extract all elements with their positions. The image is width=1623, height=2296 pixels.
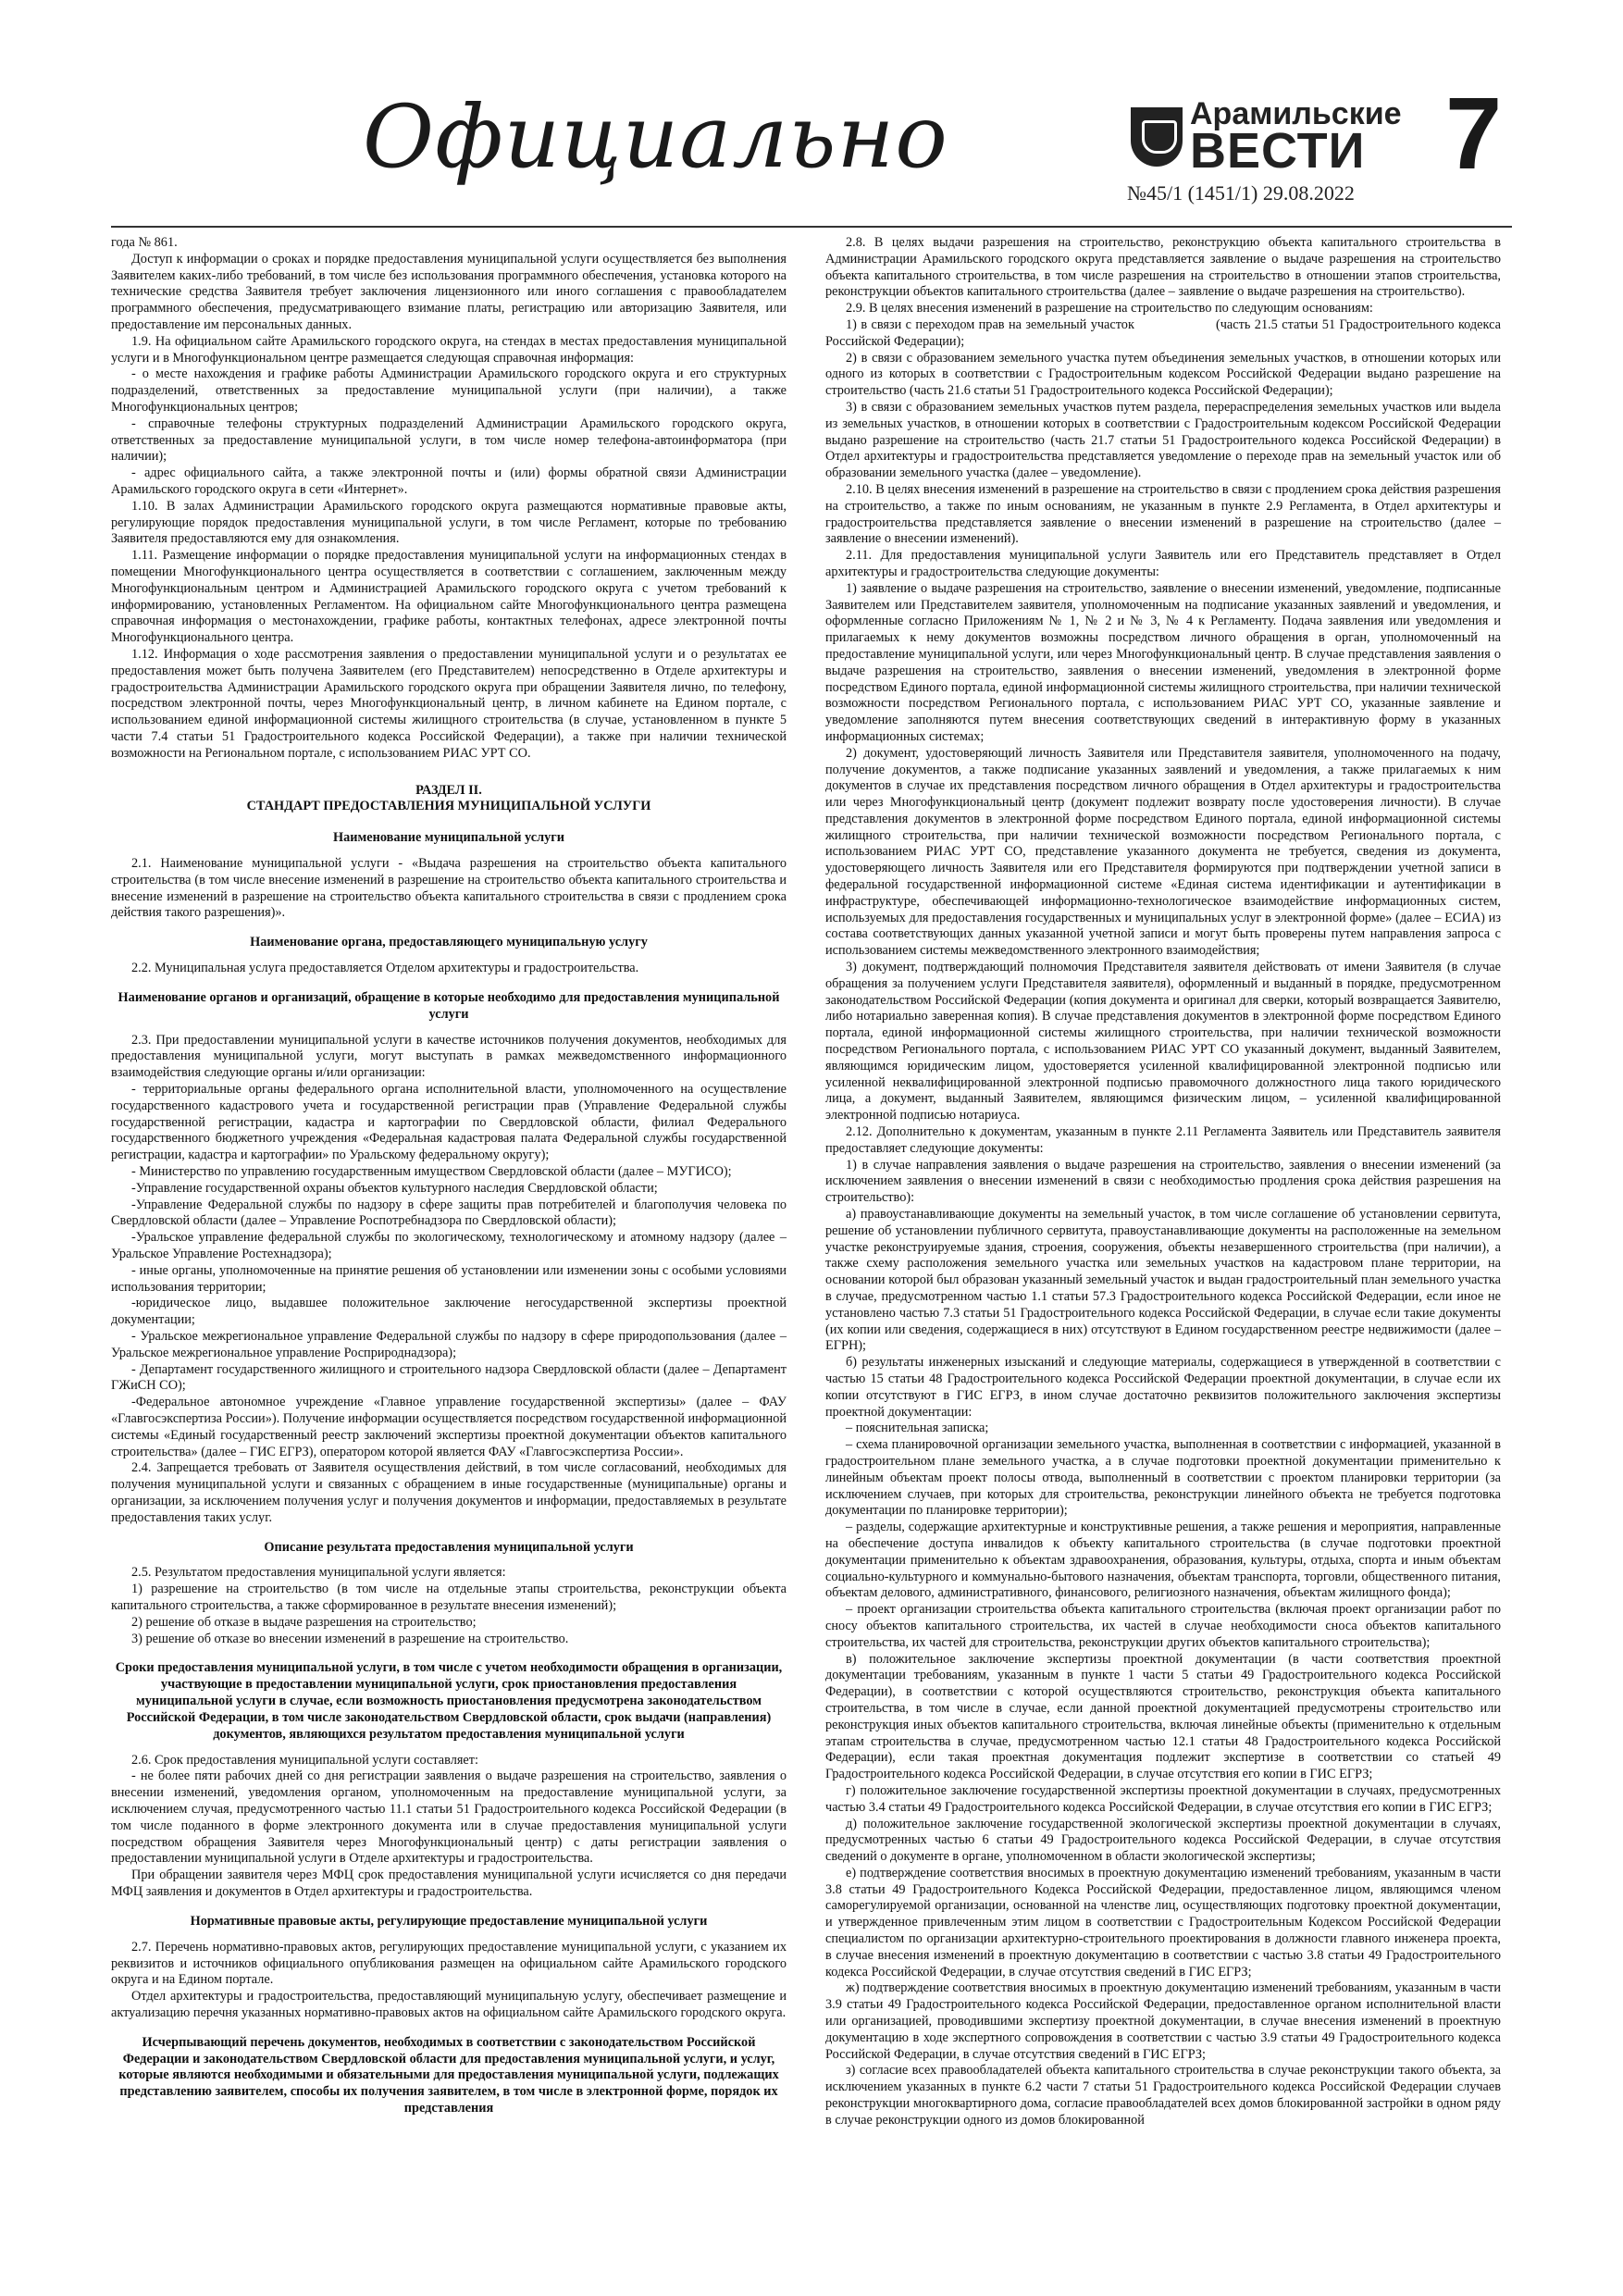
paragraph: 1) в случае направления заявления о выдаче разрешения на строительство, заявления о внесении изменений (за исключением заявления о внесении изменений в связи с необходимостью продления срока действия разрешения на строительство):: [825, 1157, 1501, 1206]
subheading: Сроки предоставления муниципальной услуги, в том числе с учетом необходимости обращения в организации, участвующие в предоставлении муниципальной услуги, срок приостановления предоставления муниципальной услуги в случае, если возможность приостановления предусмотрена законодательством Российской Федерации, в том числе законодательством Свердловской области, срок выдачи (направления) документов, являющихся результатом предоставления муниципальной услуги: [115, 1660, 783, 1742]
paragraph: 1) разрешение на строительство (в том числе на отдельные этапы строительства, реконструкции объекта капитального строительства, а также сформированное в результате внесения изменений);: [111, 1582, 787, 1613]
paragraph: – пояснительная записка;: [846, 1421, 989, 1436]
paragraph: 1) в связи с переходом прав на земельный участок (часть 21.5 статьи 51 Градостроительного кодекса Российской Федерации);: [825, 316, 1505, 349]
paragraph: 2.11. Для предоставления муниципальной услуги Заявитель или его Представитель представляет в Отдел архитектуры и градостроительства следующие документы:: [825, 548, 1501, 579]
paragraph: а) правоустанавливающие документы на земельный участок, в том числе соглашение об установлении сервитута, решение об установлении публичного сервитута, правоустанавливающие документы на расположенные на земельном участке реконструируемые здания, строения, сооружения, объекты незавершенного строительства (при наличии), а также схему расположения земельного участка или земельных участков на кадастровом плане территории, на основании которой был образован указанный земельный участок и выдан градостроительный план земельного участка в случае, предусмотренном частью 1.1 статьи 57.3 Градостроительного кодекса Российской Федерации, если иное не установлено частью 7.3 статьи 51 Градостроительного кодекса Российской Федерации, в случае если такие документы (их копии или сведения, содержащиеся в них) отсутствуют в Едином государственном реестре недвижимости (далее – ЕГРН);: [825, 1207, 1501, 1354]
paragraph: е) подтверждение соответствия вносимых в проектную документацию изменений требованиям, указанным в части 3.8 статьи 49 Градостроительного Кодекса Российской Федерации, предоставленное лицом, являющимся членом саморегулируемой организации, основанной на членстве лиц, осуществляющих подготовку проектной документации, и утвержденное привлеченным этим лицом в соответствии с Градостроительным Кодексом Российской Федерации специалистом по организации архитектурно-строительного проектирования в должности главного инженера проекта, в случае внесения изменений в проектную документацию в соответствии с частью 3.8 статьи 49 Градостроительного кодекса Российской Федерации, в случае отсутствия сведений в ГИС ЕГРЗ;: [825, 1865, 1501, 1980]
right-column: [825, 235, 1505, 2276]
paragraph: - справочные телефоны структурных подразделений Администрации Арамильского городского округа, ответственных за предоставление муниципальной услуги, в том числе номер телефона-автоинформатора (при наличии);: [111, 416, 787, 465]
paragraph: 2) документ, удостоверяющий личность Заявителя или Представителя заявителя, уполномоченного на подачу, получение документов, а также подписание указанных заявлений и уведомления, а также прилагаемых к ним документов в случае их представления посредством личного обращения в Отдел архитектуры и градостроительства или через Многофункциональный центр (документ подлежит возврату после удостоверения личности). В случае представления документов в электронной форме посредством Единого портала, единой информационной системы жилищного строительства, при наличии технической возможности посредством Регионального портала, с использованием РИАС УРТ СО, представление указанного документа не требуется, сведения из документа, удостоверяющего личность Заявителя или его Представителя формируются при подтверждении учетной записи в федеральной государственной информационной системе «Единая система идентификации и аутентификации в инфраструктуре, обеспечивающей информационно-технологическое взаимодействие информационных систем, используемых для предоставления государственных и муниципальных услуг в электронной форме» (далее – ЕСИА) из состава соответствующих данных указанной учетной записи и могут быть проверены путем направления запроса с использованием системы межведомственного электронного взаимодействия;: [825, 745, 1501, 959]
paragraph: Доступ к информации о сроках и порядке предоставления муниципальной услуги осуществляется без выполнения Заявителем каких-либо требований, в том числе без использования программного обеспечения, установка которого на технические средства Заявителя требует заключения лицензионного или иного соглашения с правообладателем программного обеспечения, предусматривающего взимание платы, регистрацию или авторизацию Заявителя, или предоставление им персональных данных.: [111, 251, 787, 332]
issue-number: №45/1 (1451/1) 29.08.2022: [1127, 181, 1355, 205]
masthead: [0, 0, 1623, 231]
paragraph: з) согласие всех правообладателей объекта капитального строительства в случае реконструкции такого объекта, за исключением указанных в пункте 6.2 части 7 статьи 51 Градостроительного кодекса Российской Федерации случаев реконструкции многоквартирного дома, согласие правообладателей всех домов блокированной застройки в одном ряду в случае реконструкции одного из домов блокированной: [825, 2063, 1501, 2128]
paragraph: 2.5. Результатом предоставления муниципальной услуги является:: [131, 1565, 506, 1581]
paragraph: - адрес официального сайта, а также электронной почты и (или) формы обратной связи Администрации Арамильского городского округа в сети «Интернет».: [111, 465, 787, 497]
paragraph: 3) документ, подтверждающий полномочия Представителя заявителя действовать от имени Заявителя (в случае обращения за получением услуги Представителя заявителя), оформленный и выданный в порядке, предусмотренном законодательством Российской Федерации (копия документа и оригинал для сверки, который возвращается Заявителю, либо нотариально заверенная копия). В случае представления документов в электронной форме посредством Единого портала, единой информационной системы жилищного строительства, при наличии технической возможности посредством Регионального портала, с использованием РИАС УРТ СО указанный документ, выданный Заявителем, являющимся юридическим лицом, удостоверяется усиленной квалифицированной электронной подписью или усиленной неквалифицированной электронной подписью правомочного должностного лица такого юридического лица, а документ, выданный Заявителем, являющимся физическим лицом, – усиленной квалифицированной электронной подписью нотариуса.: [825, 960, 1501, 1123]
paragraph: – схема планировочной организации земельного участка, выполненная в соответствии с информацией, указанной в градостроительном плане земельного участка, а в случае подготовки проектной документации применительно к линейным объектам проект полосы отвода, выполненный в соответствии с проектом планировки территории (за исключением случаев, при которых для строительства, реконструкции линейного объекта не требуется подготовка документации по планировке территории);: [825, 1437, 1501, 1519]
paragraph: 3) решение об отказе во внесении изменений в разрешение на строительство.: [131, 1631, 569, 1646]
section-title: Официально: [363, 87, 948, 188]
paragraph: -юридическое лицо, выдавшее положительное заключение негосударственной экспертизы проектной документации;: [111, 1296, 787, 1328]
brand-top: Арамильские: [1190, 96, 1402, 131]
paragraph: 2) в связи с образованием земельного участка путем объединения земельных участков, в отношении которых или одного из которых в соответствии с Градостроительным кодексом Российской Федерации выдано разрешение на строительство (часть 21.6 статьи 51 Градостроительного кодекса Российской Федерации);: [825, 350, 1501, 399]
paragraph: - Департамент государственного жилищного и строительного надзора Свердловской области (далее – Департамент ГЖиСН СО);: [111, 1361, 787, 1394]
paragraph: 2.10. В целях внесения изменений в разрешение на строительство в связи с продлением срока действия разрешения на строительство, а также по иным основаниям, не указанным в пункте 2.9 Регламента, в Отдел архитектуры и градостроительства представляется заявление о внесении изменений в разрешение на строительство (далее – заявление о внесении изменений).: [825, 481, 1501, 547]
paragraph: 3) в связи с образованием земельных участков путем раздела, перераспределения земельных участков или выдела из земельных участков, в отношении которых в соответствии с Градостроительным кодексом Российской Федерации выдано разрешение на строительство (часть 21.7 статьи 51 Градостроительного кодекса Российской Федерации) в Отдел архитектуры и градостроительства представляется уведомление о переходе прав на земельный участок или об образовании земельного участка (далее – уведомление).: [825, 399, 1501, 481]
paragraph: - Министерство по управлению государственным имуществом Свердловской области (далее – МУГИСО);: [131, 1164, 732, 1180]
paragraph: - территориальные органы федерального органа исполнительной власти, уполномоченного на осуществление государственного кадастрового учета и государственной регистрации прав (Управление Федеральной службы государственной регистрации, кадастра и картографии по Свердловской области, филиал Федерального государственного бюджетного учреждения «Федеральная кадастровая палата Федеральной службы государственной регистрации, кадастра и картографии» по Уральскому федеральному округу);: [111, 1082, 787, 1163]
paragraph: 1.9. На официальном сайте Арамильского городского округа, на стендах в местах предоставления муниципальной услуги и в Многофункциональном центре размещается следующая справочная информация:: [111, 333, 787, 366]
paragraph: 2.3. При предоставлении муниципальной услуги в качестве источников получения документов, необходимых для предоставления муниципальной услуги, могут выступать в рамках межведомственного информационного взаимодействия следующие органы и/или организации:: [111, 1032, 787, 1081]
paragraph: -Управление государственной охраны объектов культурного наследия Свердловской области;: [131, 1180, 658, 1196]
paragraph: 2.9. В целях внесения изменений в разрешение на строительство по следующим основаниям:: [846, 301, 1373, 316]
brand-main: ВЕСТИ: [1190, 123, 1366, 179]
section-heading: РАЗДЕЛ II. СТАНДАРТ ПРЕДОСТАВЛЕНИЯ МУНИЦИПАЛЬНОЙ УСЛУГИ: [246, 782, 651, 814]
paragraph: 2) решение об отказе в выдаче разрешения на строительство;: [131, 1614, 477, 1630]
paragraph: 2.7. Перечень нормативно-правовых актов, регулирующих предоставление муниципальной услуги, с указанием их реквизитов и источников официального опубликования размещен на официальном сайте Арамильского городского округа и на Едином портале.: [111, 1939, 787, 1988]
paragraph: 2.4. Запрещается требовать от Заявителя осуществления действий, в том числе согласований, необходимых для получения муниципальной услуги и связанных с обращением в иные государственные (муниципальные) органы и организации, за исключением получения услуг и получения документов и информации, предоставляемых в результате предоставления таких услуг.: [111, 1460, 787, 1525]
paragraph: – разделы, содержащие архитектурные и конструктивные решения, а также решения и мероприятия, направленные на обеспечение доступа инвалидов к объекту капитального строительства (в случае подготовки проектной документации применительно к объектам здравоохранения, образования, культуры, отдыха, спорта и иным объектам социально-культурного и коммунально-бытового назначения, объектам транспорта, торговли, общественного питания, объектам делового, административного, финансового, религиозного назначения, объектам жилищного фонда);: [825, 1520, 1501, 1601]
paragraph: -Управление Федеральной службы по надзору в сфере защиты прав потребителей и благополучия человека по Свердловской области (далее – Управление Роспотребнадзора по Свердловской области);: [111, 1197, 787, 1229]
coat-of-arms-icon: [1131, 107, 1183, 167]
paragraph: 2.8. В целях выдачи разрешения на строительство, реконструкцию объекта капитального строительства в Администрации Арамильского городского округа представляется заявление о выдаче разрешения на строительство объекта капитального строительства, в том числе разрешения на строительство в отношении этапов строительства, реконструкции объектов капитального строительства (далее – заявление о выдаче разрешения на строительство).: [825, 235, 1501, 300]
subheading: Наименование органа, предоставляющего муниципальную услугу: [250, 935, 648, 950]
paragraph: - Уральское межрегиональное управление Федеральной службы по надзору в сфере природопользования (далее – Уральское межрегиональное управление Росприроднадзора);: [111, 1328, 787, 1360]
paragraph: - не более пяти рабочих дней со дня регистрации заявления о выдаче разрешения на строительство, заявления о внесении изменений, уведомления органом, уполномоченным на предоставление муниципальной услуги, за исключением случая, предусмотренного частью 11.1 статьи 51 Градостроительного кодекса Российской Федерации (в том числе поданного в форме электронного документа или в случае предоставления муниципальной услуги посредством обращения Заявителя через Многофункциональный центр) с даты регистрации заявления о предоставлении муниципальной услуги в Отделе архитектуры и градостроительства.: [111, 1769, 787, 1867]
paragraph: 2.6. Срок предоставления муниципальной услуги составляет:: [131, 1752, 478, 1768]
subheading: Нормативные правовые акты, регулирующие предоставление муниципальной услуги: [190, 1913, 708, 1929]
paragraph: б) результаты инженерных изысканий и следующие материалы, содержащиеся в утвержденной в соответствии с частью 15 статьи 48 Градостроительного кодекса Российской Федерации проектной документации, в случае если их копии отсутствуют в ГИС ЕГРЗ, в ином случае достаточно реквизитов положительного заключения экспертизы проектной документации:: [825, 1355, 1501, 1420]
header-rule: [111, 226, 1512, 228]
paragraph: 1.12. Информация о ходе рассмотрения заявления о предоставлении муниципальной услуги и о результатах ее предоставления может быть получена Заявителем (его Представителем) непосредственно в Отделе архитектуры и градостроительства Администрации Арамильского городского округа при обращении Заявителя лично, по телефону, посредством электронной почты, через Многофункциональный центр, в личном кабинете на Едином портале, с использованием единой информационной системы жилищного строительства (в случае, установленном в пункте 5 части 7.4 статьи 51 Градостроительного кодекса Российской Федерации), а также при наличии технической возможности на Региональном портале, с использованием РИАС УРТ СО.: [111, 646, 787, 761]
subheading: Наименование органов и организаций, обращение в которые необходимо для предоставления муниципальной услуги: [118, 989, 780, 1022]
left-column: [111, 235, 787, 2276]
subheading: Исчерпывающий перечень документов, необходимых в соответствии с законодательством Российской Федерации и законодательством Свердловской области для предоставления муниципальной услуги, и услуг, которые являются необходимыми и обязательными для предоставления муниципальной услуги, подлежащих представлению заявителем, способы их получения заявителем, в том числе в электронной форме, порядок их представления: [118, 2034, 779, 2116]
paragraph: 1) заявление о выдаче разрешения на строительство, заявление о внесении изменений, уведомление, подписанные Заявителем или Представителем заявителя, уполномоченным на подписание указанных заявлений и уведомления, и оформленные согласно Приложениям № 1, № 2 и № 3, № 4 к Регламенту. Подача заявления или уведомления и прилагаемых к нему документов возможны посредством личного обращения в орган, уполномоченный на предоставление муниципальной услуги, или через Многофункциональный центр. В случае представления заявления о выдаче разрешения на строительство, заявления о внесении изменений, уведомления в электронной форме посредством Единого портала, единой информационной системы жилищного строительства, при наличии технической возможности посредством Регионального портала, с использованием РИАС УРТ СО, указанные заявление и уведомление заполняются путем внесения соответствующих сведений в интерактивную форму в указанных информационных системах;: [825, 580, 1501, 744]
paragraph: в) положительное заключение экспертизы проектной документации (в части соответствия проектной документации требованиям, указанным в пункте 1 части 5 статьи 49 Градостроительного кодекса Российской Федерации), в соответствии с которой осуществляются строительство, реконструкция объекта капитального строительства, в том числе в случае, если данной проектной документацией предусмотрены строительство или реконструкция иных объектов капитального строительства, включая линейные объекты (применительно к отдельным этапам строительства в случае, предусмотренном частью 12.1 статьи 48 Градостроительного кодекса Российской Федерации), если такая проектная документация подлежит экспертизе в соответствии со статьей 49 Градостроительного кодекса Российской Федерации, в случае отсутствия его копии в ГИС ЕГРЗ;: [825, 1651, 1501, 1782]
paragraph: д) положительное заключение государственной экологической экспертизы проектной документации в случаях, предусмотренных частью 6 статьи 49 Градостроительного кодекса Российской Федерации, в случае отсутствия сведений о документе в органе, уполномоченном в области экологической экспертизы;: [825, 1816, 1501, 1865]
paragraph: – проект организации строительства объекта капитального строительства (включая проект организации работ по сносу объектов капитального строительства, их частей в случае необходимости сноса объектов капитального строительства, их частей для строительства, реконструкции других объектов капитального строительства);: [825, 1602, 1501, 1650]
paragraph: Отдел архитектуры и градостроительства, предоставляющий муниципальную услугу, обеспечивает размещение и актуализацию перечня указанных нормативно-правовых актов на официальном сайте Арамильского городского округа.: [111, 1989, 787, 2020]
newspaper-logo: [1131, 96, 1402, 181]
paragraph: -Уральское управление федеральной службы по экологическому, технологическому и атомному надзору (далее – Уральское Управление Ростехнадзора);: [111, 1230, 787, 1261]
paragraph: 2.2. Муниципальная услуга предоставляется Отделом архитектуры и градостроительства.: [131, 961, 639, 976]
subheading: Наименование муниципальной услуги: [333, 830, 564, 846]
paragraph: ж) подтверждение соответствия вносимых в проектную документацию изменений требованиям, указанным в части 3.9 статьи 49 Градостроительного кодекса Российской Федерации, предоставленное органом исполнительной власти или организацией, проводившими экспертизу проектной документации, в случае внесения изменений в проектную документацию в ходе экспертного сопровождения в соответствии с частью 3.9 статьи 49 Градостроительного кодекса Российской Федерации, в случае отсутствия сведений в ГИС ЕГРЗ;: [825, 1980, 1501, 2062]
paragraph: 1.11. Размещение информации о порядке предоставления муниципальной услуги на информационных стендах в помещении Многофункционального центра осуществляется в соответствии с соглашением, заключенным между Многофункциональным центром и Администрацией Арамильского городского округа с учетом требований к информированию, установленных Регламентом. На официальном сайте Многофункционального центра размещена справочная информация о местонахождении, графике работы, контактных телефонах, адресе электронной почты Многофункционального центра.: [111, 548, 787, 646]
paragraph: года № 861.: [111, 235, 178, 250]
paragraph: г) положительное заключение государственной экспертизы проектной документации в случаях, предусмотренных частью 3.4 статьи 49 Градостроительного кодекса Российской Федерации, в случае отсутствия его копии в ГИС ЕГРЗ;: [825, 1782, 1501, 1815]
paragraph: - иные органы, уполномоченные на принятие решения об установлении или изменении зоны с особыми условиями использования территории;: [111, 1262, 787, 1295]
paragraph: При обращении заявителя через МФЦ срок предоставления муниципальной услуги исчисляется со дня передачи МФЦ заявления и документов в Отдел архитектуры и градостроительства.: [111, 1868, 787, 1900]
paragraph: -Федеральное автономное учреждение «Главное управление государственной экспертизы» (далее – ФАУ «Главгосэкспертиза России»). Получение информации осуществляется посредством государственной информационной системы «Единый государственный реестр заключений экспертизы проектной документации объектов капитального строительства» (далее – ГИС ЕГРЗ), оператором которой является ФАУ «Главгосэкспертиза России».: [111, 1395, 787, 1459]
subheading: Описание результата предоставления муниципальной услуги: [264, 1539, 634, 1555]
paragraph: 1.10. В залах Администрации Арамильского городского округа размещаются нормативные правовые акты, регулирующие порядок предоставления муниципальной услуги, в том числе Регламент, которые по требованию Заявителя предоставляются ему для ознакомления.: [111, 498, 787, 547]
paragraph: - о месте нахождения и графике работы Администрации Арамильского городского округа и его структурных подразделений, ответственных за предоставление муниципальной услуги (при наличии), а также Многофункциональных центров;: [111, 366, 787, 415]
page-number: 7: [1445, 77, 1503, 191]
paragraph: 2.1. Наименование муниципальной услуги - «Выдача разрешения на строительство объекта капитального строительства (в том числе внесение изменений в разрешение на строительство объекта капитального строительства и внесение изменений в разрешение на строительство объекта капитального строительства в связи с продлением срока действия такого разрешения)».: [111, 856, 787, 921]
paragraph: 2.12. Дополнительно к документам, указанным в пункте 2.11 Регламента Заявитель или Представитель заявителя предоставляет следующие документы:: [825, 1124, 1501, 1156]
